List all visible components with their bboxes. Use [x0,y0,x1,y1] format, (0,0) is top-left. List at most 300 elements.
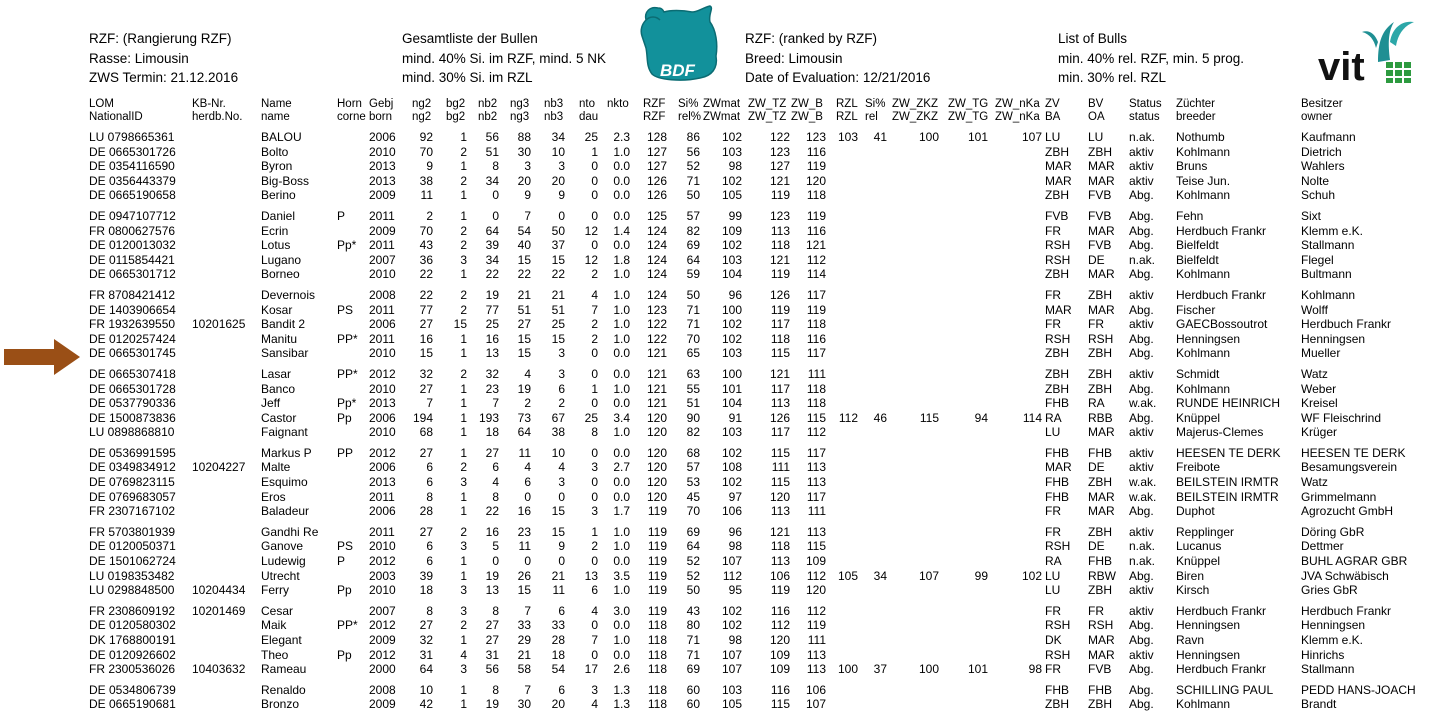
cell-besitzer: Kreisel [1301,396,1338,411]
cell-nkto: 0.0 [613,445,630,460]
cell-zkz: 100 [918,130,939,144]
cell-bv: ZBH [1088,697,1112,712]
cell-zwmat: 98 [728,633,742,647]
cell-zwtz: 119 [770,188,790,203]
cell-ng3: 23 [517,524,531,539]
cell-besitzer: Watz [1301,366,1328,381]
cell-nto: 7 [591,302,598,317]
cell-lom: FR 5703801939 [89,524,176,539]
cell-si: 60 [686,697,700,712]
cell-nka: 102 [1021,568,1042,583]
cell-zuechter: RUNDE HEINRICH [1176,396,1281,411]
cell-nb2: 34 [485,252,499,267]
cell-bg2: 2 [460,238,467,253]
cell-status: w.ak. [1129,396,1157,411]
cell-besitzer: PEDD HANS-JOACH [1301,682,1416,697]
cell-zuechter: Freibote [1176,460,1221,475]
cell-rzf: 118 [647,633,667,647]
cell-name: Markus P [261,445,312,460]
column-header-sublabel: herdb.No. [192,110,243,123]
cell-bv: DE [1088,539,1105,554]
cell-status: Abg. [1129,302,1154,317]
cell-zwtz: 116 [770,682,790,697]
cell-zv: FHB [1045,682,1069,697]
cell-si: 59 [686,267,700,282]
column-header-ng3 [510,98,529,123]
cell-zv: RSH [1045,252,1071,267]
cell-ng2: 31 [419,647,433,662]
column-header-ng2 [412,98,431,123]
column-header-sublabel: dau [579,110,599,123]
cell-ng3: 15 [517,252,531,267]
cell-rzf: 121 [646,346,667,361]
cell-besitzer: Henningsen [1301,331,1366,346]
cell-status: aktiv [1129,144,1154,159]
cell-status: Abg. [1129,633,1154,647]
cell-bg2: 2 [460,173,467,188]
cell-bv: RBW [1088,568,1116,583]
cell-ng2: 15 [419,346,433,361]
cell-ng3: 21 [517,647,531,662]
cell-besitzer: Nolte [1301,173,1330,188]
cell-besitzer: Klemm e.K. [1301,223,1364,238]
cell-ng3: 15 [517,583,531,598]
cell-ng2: 36 [419,252,433,267]
table-row [0,367,1444,382]
cell-si2: 34 [873,568,887,583]
cell-ng2: 38 [419,173,433,188]
cell-nb2: 5 [492,539,499,554]
column-header-label: KB-Nr. [192,98,226,110]
cell-zv: LU [1045,568,1061,583]
cell-zwb: 111 [807,366,826,381]
cell-name: Borneo [261,267,300,282]
cell-status: Abg. [1129,504,1154,519]
cell-zv: LU [1045,425,1061,440]
cell-nb3: 20 [551,697,565,712]
cell-si: 64 [686,252,700,267]
cell-bv: ZBH [1088,144,1112,159]
cell-gebj: 2010 [369,539,396,554]
cell-zwtz: 111 [771,460,790,475]
cell-nkto: 3.4 [613,410,630,425]
cell-zv: FHB [1045,489,1069,504]
cell-zwmat: 106 [721,504,742,519]
cell-bg2: 4 [460,647,467,662]
cell-ng2: 77 [419,302,433,317]
column-header-label: ZWmat [703,98,741,110]
cell-bg2: 1 [460,159,467,174]
column-header-label: ng3 [510,98,530,110]
column-header-sublabel: born [369,110,393,123]
cell-zwtz: 120 [769,633,790,647]
cell-nto: 0 [591,396,598,411]
cell-bg2: 2 [460,302,467,317]
cell-gebj: 2009 [369,188,396,203]
cell-rzf: 125 [646,208,667,223]
cell-zv: MAR [1045,302,1072,317]
table-row [0,238,1444,253]
cell-ng2: 70 [419,144,433,159]
cell-zwmat: 99 [728,208,742,223]
cell-nb2: 6 [492,460,499,475]
cell-gebj: 2013 [369,159,396,174]
column-header-sublabel: ng2 [412,110,432,123]
cell-nkto: 0.0 [613,188,630,203]
cell-rzf: 120 [646,445,667,460]
cell-nkto: 1.0 [613,539,630,554]
cell-name: Ecrin [261,223,289,238]
column-header-zwtz [748,98,786,123]
cell-bg2: 1 [460,331,467,346]
cell-rzf: 120 [646,425,667,440]
cell-zv: RSH [1045,618,1071,633]
cell-nb3: 9 [558,188,565,203]
cell-lom: DE 0947107712 [89,208,176,223]
cell-lom: DE 0665301745 [89,346,176,361]
cell-rzf: 118 [647,682,667,697]
cell-zuechter: Bruns [1176,159,1208,174]
cell-gebj: 2009 [369,697,396,712]
column-header-sublabel: RZF [643,110,666,123]
cell-besitzer: Stallmann [1301,238,1355,253]
cell-nto: 0 [591,618,598,633]
cell-si: 50 [686,287,700,302]
cell-nka: 114 [1022,410,1042,425]
cell-besitzer: Dietrich [1301,144,1342,159]
cell-si: 71 [686,317,700,332]
cell-zwb: 109 [805,554,826,569]
cell-ng2: 32 [419,366,433,381]
cell-zwmat: 97 [728,489,742,504]
cell-nto: 13 [584,568,598,583]
cell-name: Faignant [261,425,308,440]
cell-status: aktiv [1129,366,1154,381]
cell-lom: DE 0665307418 [89,366,176,381]
cell-zuechter: Herdbuch Frankr [1176,287,1267,302]
cell-nto: 0 [591,554,598,569]
cell-si: 43 [686,603,700,618]
cell-ng2: 92 [419,130,433,144]
cell-zwtz: 123 [769,208,790,223]
cell-zwmat: 103 [721,144,742,159]
cell-nto: 0 [591,208,598,223]
column-header-sublabel: RZL [836,110,858,123]
cell-besitzer: Herdbuch Frankr [1301,317,1392,332]
table-row [0,224,1444,239]
cell-zuechter: Knüppel [1176,554,1221,569]
cell-ng2: 27 [419,445,433,460]
cell-nb2: 7 [492,396,499,411]
cell-bv: RSH [1088,618,1114,633]
cell-rzf: 120 [646,460,667,475]
cell-zwmat: 100 [721,302,742,317]
cell-ng2: 6 [426,475,433,490]
table-row [0,288,1444,303]
header-left-de [89,29,238,88]
cell-ng3: 20 [517,173,531,188]
cell-zwb: 113 [806,524,826,539]
cell-rzf: 127 [646,159,667,174]
cell-zuechter: Knüppel [1176,410,1221,425]
cell-gebj: 2010 [369,267,396,282]
cell-zuechter: GAECBossoutrot [1176,317,1268,332]
cell-bg2: 2 [460,287,467,302]
cell-name: Eros [261,489,286,504]
column-header-sublabel: ZW_ZKZ [892,110,938,123]
header-right-en [1058,29,1244,88]
cell-bg2: 1 [460,130,467,144]
cell-bv: LU [1088,130,1104,144]
column-header-zkz [892,98,938,123]
cell-zwtz: 121 [769,524,790,539]
cell-gebj: 2012 [369,366,396,381]
column-header-label: ZW_TZ [748,98,787,110]
table-row [0,539,1444,554]
cell-status: w.ak. [1129,475,1157,490]
column-header-kb [192,98,243,123]
cell-besitzer: Herdbuch Frankr [1301,603,1392,618]
cell-nkto: 0.0 [613,366,630,381]
cell-zwb: 117 [806,445,826,460]
column-header-si [678,98,701,123]
cell-nkto: 1.7 [613,504,630,519]
cell-nkto: 1.0 [613,302,630,317]
cell-nb3: 15 [551,331,565,346]
cell-zv: ZBH [1045,697,1069,712]
cell-zv: FHB [1045,396,1069,411]
cell-name: Ganove [261,539,304,554]
cell-zwtz: 118 [770,331,790,346]
cell-status: Abg. [1129,381,1154,396]
cell-horn: PP [337,445,354,460]
header-center-de [402,29,606,88]
cell-nto: 2 [591,267,598,282]
cell-zwb: 112 [806,568,826,583]
cell-nto: 8 [591,425,598,440]
cell-rzf: 122 [646,317,667,332]
cell-zwtz: 119 [770,583,790,598]
cell-name: Castor [261,410,297,425]
cell-zuechter: BEILSTEIN IRMTR [1176,475,1279,490]
cell-rzl: 112 [838,410,858,425]
cell-zwb: 123 [805,130,826,144]
cell-nb2: 27 [485,445,499,460]
cell-si: 55 [686,381,700,396]
column-header-label: ZV [1045,98,1060,110]
cell-si: 70 [686,504,700,519]
cell-ng3: 30 [517,697,531,712]
cell-gebj: 2011 [369,331,395,346]
column-header-label: nb2 [478,98,498,110]
cell-zv: FHB [1045,475,1069,490]
cell-lom: DE 0356443379 [89,173,176,188]
table-row [0,460,1444,475]
cell-nto: 0 [591,188,598,203]
cell-zwb: 118 [806,396,826,411]
cell-si: 64 [686,539,700,554]
cell-nb2: 22 [485,504,499,519]
column-header-name [261,98,292,123]
cell-zwb: 118 [806,381,826,396]
cell-nkto: 1.3 [613,682,630,697]
cell-zwmat: 98 [728,539,742,554]
cell-zwb: 119 [806,208,826,223]
column-header-status [1129,98,1162,123]
cell-rzf: 120 [646,475,667,490]
cell-name: Ferry [261,583,289,598]
cell-status: Abg. [1129,568,1154,583]
cell-nb3: 15 [551,524,565,539]
table-row [0,317,1444,332]
table-row [0,332,1444,347]
cell-zwtz: 121 [769,173,790,188]
cell-nb2: 23 [485,381,499,396]
cell-zwtz: 121 [769,366,790,381]
column-header-sublabel: breeder [1176,110,1216,123]
cell-gebj: 2010 [369,346,396,361]
cell-lom: DE 1403906654 [89,302,176,317]
cell-zwtz: 113 [770,504,790,519]
cell-zwmat: 95 [728,583,742,598]
cell-nto: 7 [591,633,598,647]
table-row [0,618,1444,633]
cell-name: Ludewig [261,554,306,569]
cell-rzf: 119 [647,504,667,519]
cell-zwb: 116 [806,223,826,238]
bdf-logo [638,4,722,84]
cell-zwmat: 102 [721,603,742,618]
cell-ng2: 27 [419,317,433,332]
column-header-sublabel: nb2 [478,110,498,123]
cell-bg2: 3 [460,539,467,554]
cell-nto: 3 [591,460,598,475]
table-row [0,648,1444,663]
cell-nto: 4 [591,287,598,302]
cell-name: Theo [261,647,289,662]
cell-nb2: 8 [492,159,499,174]
cell-nb2: 8 [492,603,499,618]
cell-besitzer: Weber [1301,381,1337,396]
cell-rzf: 126 [646,173,667,188]
cell-si: 86 [686,130,700,144]
cell-horn: PS [337,302,354,317]
cell-si: 71 [686,302,700,317]
cell-nb2: 13 [485,583,499,598]
column-header-label: Horn [337,98,362,110]
header-line: Breed: Limousin [745,50,843,66]
column-header-label: nkto [607,98,629,110]
cell-name: Sansibar [261,346,309,361]
cell-rzf: 119 [647,568,667,583]
cell-bv: FVB [1088,238,1112,253]
cell-zuechter: SCHILLING PAUL [1176,682,1274,697]
vit-logo [1318,12,1418,84]
cell-nkto: 1.3 [613,697,630,712]
cell-ng3: 33 [517,618,531,633]
cell-besitzer: Krüger [1301,425,1338,440]
cell-zuechter: Bielfeldt [1176,238,1219,253]
cell-zuechter: Nothumb [1176,130,1225,144]
cell-zwb: 113 [806,647,826,662]
cell-nto: 0 [591,173,598,188]
cell-bv: MAR [1088,267,1115,282]
cell-nto: 0 [591,159,598,174]
cell-nb3: 3 [558,366,565,381]
cell-besitzer: Kohlmann [1301,287,1356,302]
cell-bg2: 1 [460,188,467,203]
cell-horn: Pp [337,583,352,598]
cell-si: 82 [686,425,700,440]
cell-nto: 6 [591,583,598,598]
cell-name: Bolto [261,144,289,159]
header-line: min. 40% rel. RZF, min. 5 prog. [1058,50,1245,66]
cell-rzf: 124 [646,223,667,238]
cell-zwb: 107 [805,697,826,712]
cell-ng3: 3 [524,159,531,174]
cell-besitzer: Schuh [1301,188,1336,203]
cell-ng3: 30 [517,144,531,159]
cell-bv: FHB [1088,554,1112,569]
table-row [0,130,1444,145]
column-header-label: Name [261,98,292,110]
cell-zwmat: 112 [722,568,742,583]
cell-ng2: 7 [426,396,433,411]
cell-horn: PP* [337,331,358,346]
cell-ng2: 8 [426,489,433,504]
cell-nkto: 2.7 [613,460,630,475]
cell-nto: 0 [591,647,598,662]
cell-lom: DE 0769683057 [89,489,176,504]
cell-ng3: 7 [524,603,531,618]
cell-gebj: 2006 [369,460,396,475]
header-center-en [745,29,930,88]
vit-logo-text: vit [1318,45,1365,84]
cell-gebj: 2010 [369,144,396,159]
cell-nkto: 1.0 [613,287,630,302]
cell-zwmat: 102 [721,331,742,346]
cell-bv: MAR [1088,647,1115,662]
cell-nb3: 9 [558,539,565,554]
cell-zwmat: 102 [721,445,742,460]
cell-rzf: 119 [647,554,667,569]
cell-zwb: 115 [806,410,826,425]
cell-ng2: 10 [419,682,433,697]
cell-zuechter: Biren [1176,568,1205,583]
cell-si: 56 [686,144,700,159]
cell-bv: ZBH [1088,287,1112,302]
highlight-arrow-icon [2,338,82,376]
cell-zwmat: 103 [721,682,742,697]
cell-bv: RBB [1088,410,1113,425]
cell-nkto: 0.0 [613,618,630,633]
column-header-sublabel: rel% [678,110,702,123]
cell-name: Daniel [261,208,296,223]
cell-nb3: 6 [558,603,565,618]
cell-zwb: 115 [806,539,826,554]
cell-zwb: 119 [806,159,826,174]
cell-si: 70 [686,331,700,346]
column-header-bv [1088,98,1105,123]
cell-besitzer: Bultmann [1301,267,1352,282]
cell-status: aktiv [1129,425,1154,440]
cell-status: Abg. [1129,662,1154,677]
table-row [0,346,1444,361]
cell-nto: 1 [591,524,598,539]
cell-si: 71 [686,633,700,647]
cell-zwmat: 102 [721,475,742,490]
cell-zv: ZBH [1045,267,1069,282]
